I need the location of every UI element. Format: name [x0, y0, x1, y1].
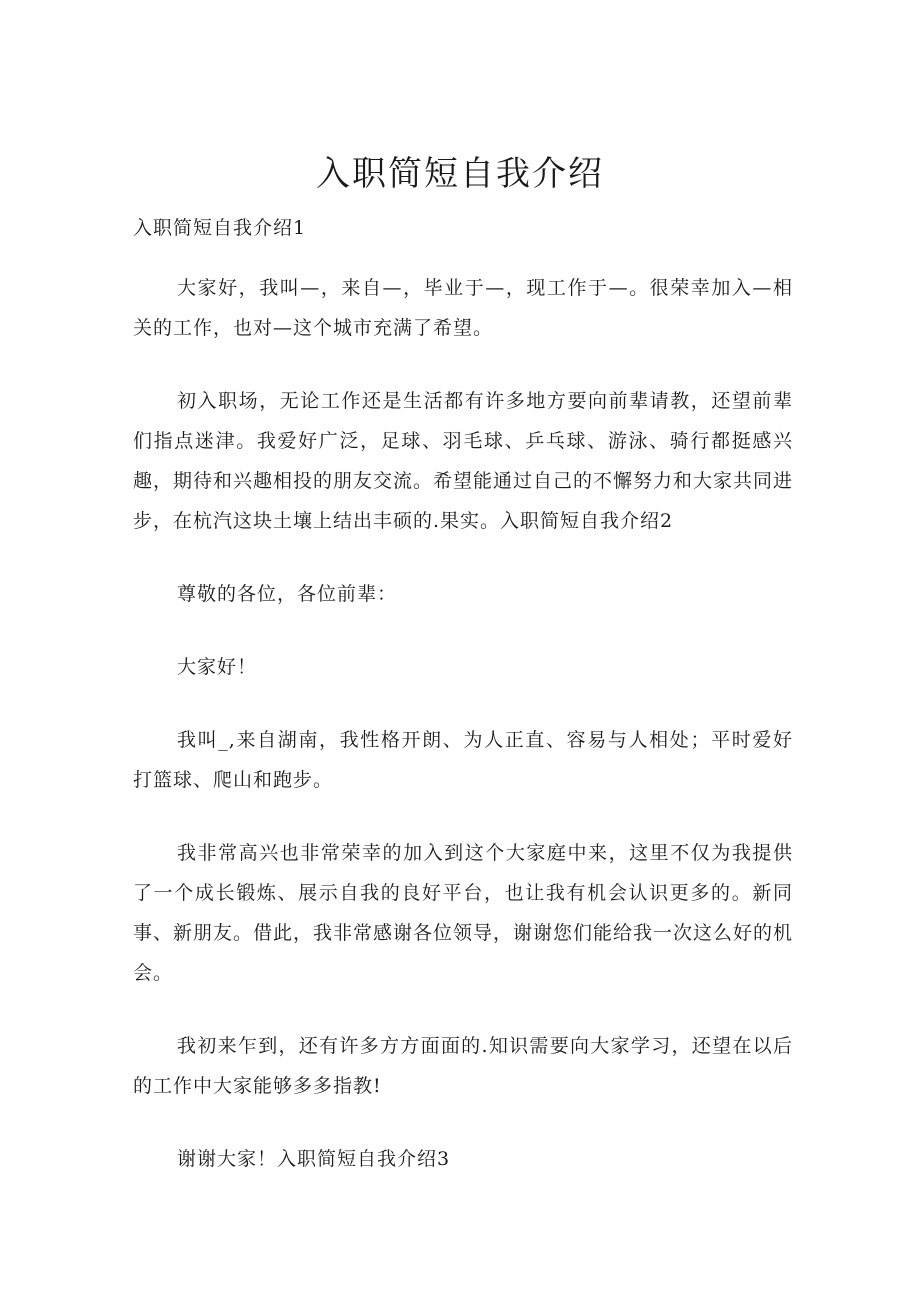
paragraph: 大家好，我叫—，来自—，毕业于—，现工作于—。很荣幸加入—相关的工作，也对—这个城市充满了希望。: [133, 277, 793, 339]
section-heading: 入职简短自我介绍1: [133, 217, 307, 239]
paragraph: 我非常高兴也非常荣幸的加入到这个大家庭中来，这里不仅为我提供了一个成长锻炼、展示自我的良好平台，也让我有机会认识更多的。新同事、新朋友。借此，我非常感谢各位领导，谢谢您们能给我一次这么好的机会。: [133, 842, 794, 984]
paragraph: 初入职场，无论工作还是生活都有许多地方要向前辈请教，还望前辈们指点迷津。我爱好广泛，足球、羽毛球、乒乓球、游泳、骑行都挺感兴趣，期待和兴趣相投的朋友交流。希望能通过自己的不懈努力和大家共同进步，在杭汽这块土壤上结出丰硕的.果实。入职简短自我介绍2: [133, 390, 794, 532]
paragraph: 我初来乍到，还有许多方方面面的.知识需要向大家学习，还望在以后的工作中大家能够多多指教!: [133, 1035, 793, 1097]
paragraph: 大家好！: [177, 656, 258, 678]
paragraph: 我叫_,来自湖南，我性格开朗、为人正直、容易与人相处；平时爱好打篮球、爬山和跑步。: [133, 729, 793, 791]
document-body: [133, 268, 793, 1212]
paragraph: 谢谢大家！入职简短自我介绍3: [177, 1148, 451, 1170]
document-title: 入职简短自我介绍: [316, 154, 604, 194]
paragraph: 尊敬的各位，各位前辈：: [177, 583, 398, 605]
